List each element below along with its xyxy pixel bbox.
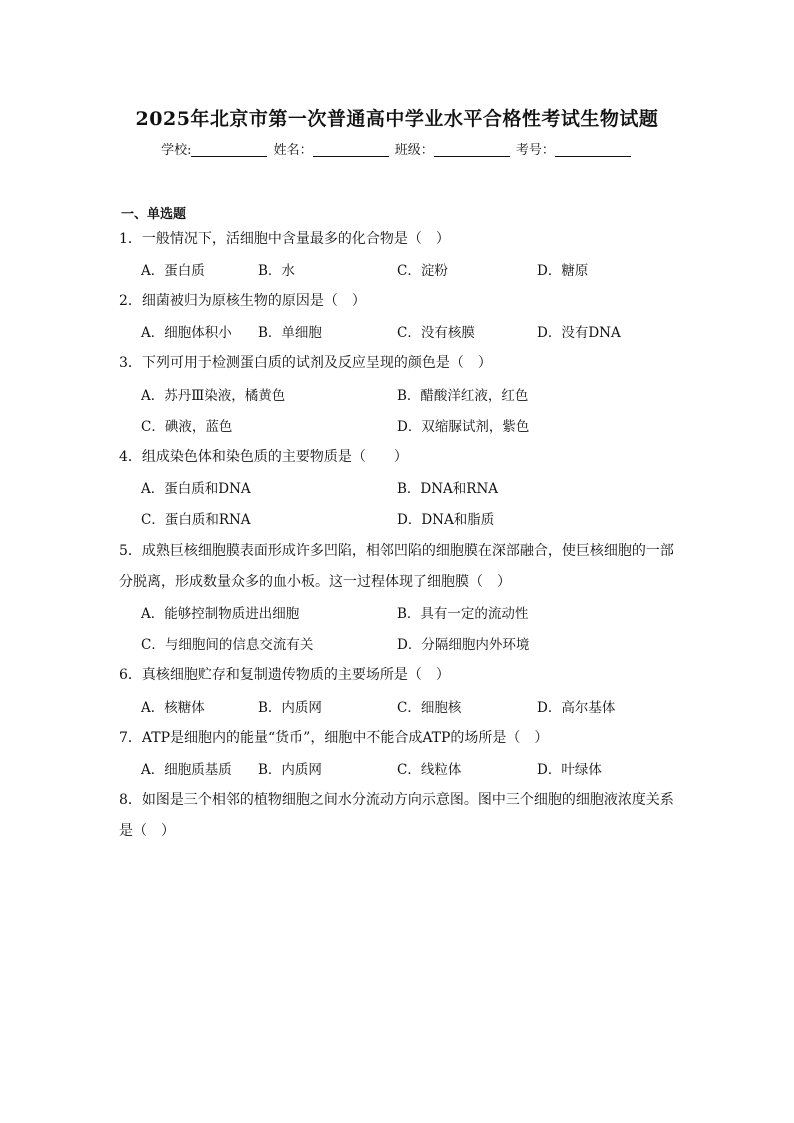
question-7: 7．ATP是细胞内的能量“货币”，细胞中不能合成ATP的场所是（ ）	[119, 730, 549, 746]
question-4: 4．组成染色体和染色质的主要物质是（ ）	[119, 449, 408, 465]
q6-option-b: B．内质网	[258, 700, 322, 716]
q7-option-c: C．线粒体	[397, 762, 462, 778]
school-blank	[191, 142, 267, 157]
section-heading: 一、单选题	[121, 207, 187, 222]
question-2: 2．细菌被归为原核生物的原因是（ ）	[119, 293, 366, 309]
student-info-line	[0, 139, 794, 158]
q1-option-b: B．水	[258, 263, 295, 279]
q2-option-b: B．单细胞	[258, 325, 322, 341]
q5-option-c: C．与细胞间的信息交流有关	[141, 637, 314, 653]
q4-option-c: C．蛋白质和RNA	[141, 512, 251, 528]
school-label: 学校:	[161, 143, 192, 158]
q6-option-c: C．细胞核	[397, 700, 462, 716]
question-5-line-1: 5．成熟巨核细胞膜表面形成许多凹陷，相邻凹陷的细胞膜在深部融合，使巨核细胞的一部	[119, 543, 674, 559]
class-blank	[434, 142, 510, 157]
class-label: 班级：	[394, 143, 434, 158]
question-5-line-2: 分脱离，形成数量众多的血小板。这一过程体现了细胞膜（ ）	[119, 574, 511, 590]
q5-option-b: B．具有一定的流动性	[397, 606, 529, 622]
exam-number-blank	[555, 142, 631, 157]
exam-title: 2025年北京市第一次普通高中学业水平合格性考试生物试题	[135, 108, 659, 130]
q1-option-c: C．淀粉	[397, 263, 448, 279]
name-blank	[313, 142, 389, 157]
q3-option-c: C．碘液，蓝色	[141, 419, 233, 435]
q3-option-b: B．醋酸洋红液，红色	[397, 388, 529, 404]
q3-option-d: D．双缩脲试剂，紫色	[397, 419, 530, 435]
q5-option-a: A．能够控制物质进出细胞	[141, 606, 300, 622]
question-8-line-1: 8．如图是三个相邻的植物细胞之间水分流动方向示意图。图中三个细胞的细胞液浓度关系	[119, 792, 674, 808]
q1-option-a: A．蛋白质	[141, 263, 205, 279]
exam-number-label: 考号：	[515, 143, 555, 158]
q6-option-a: A．核糖体	[141, 700, 205, 716]
q7-option-a: A．细胞质基质	[141, 762, 232, 778]
q6-option-d: D．高尔基体	[537, 700, 616, 716]
q4-option-a: A．蛋白质和DNA	[141, 481, 251, 497]
q1-option-d: D．糖原	[537, 263, 589, 279]
q7-option-d: D．叶绿体	[537, 762, 602, 778]
q2-option-d: D．没有DNA	[537, 325, 621, 341]
question-3: 3．下列可用于检测蛋白质的试剂及反应呈现的颜色是（ ）	[119, 355, 492, 371]
q3-option-a: A．苏丹Ⅲ染液，橘黄色	[141, 388, 286, 404]
name-label: 姓名：	[273, 143, 313, 158]
q2-option-c: C．没有核膜	[397, 325, 475, 341]
q4-option-d: D．DNA和脂质	[397, 512, 495, 528]
question-6: 6．真核细胞贮存和复制遗传物质的主要场所是（ ）	[119, 667, 450, 683]
question-8-line-2: 是（ ）	[119, 823, 175, 839]
question-1: 1．一般情况下，活细胞中含量最多的化合物是（ ）	[119, 231, 450, 247]
q7-option-b: B．内质网	[258, 762, 322, 778]
q4-option-b: B．DNA和RNA	[397, 481, 499, 497]
q5-option-d: D．分隔细胞内外环境	[397, 637, 530, 653]
q2-option-a: A．细胞体积小	[141, 325, 232, 341]
